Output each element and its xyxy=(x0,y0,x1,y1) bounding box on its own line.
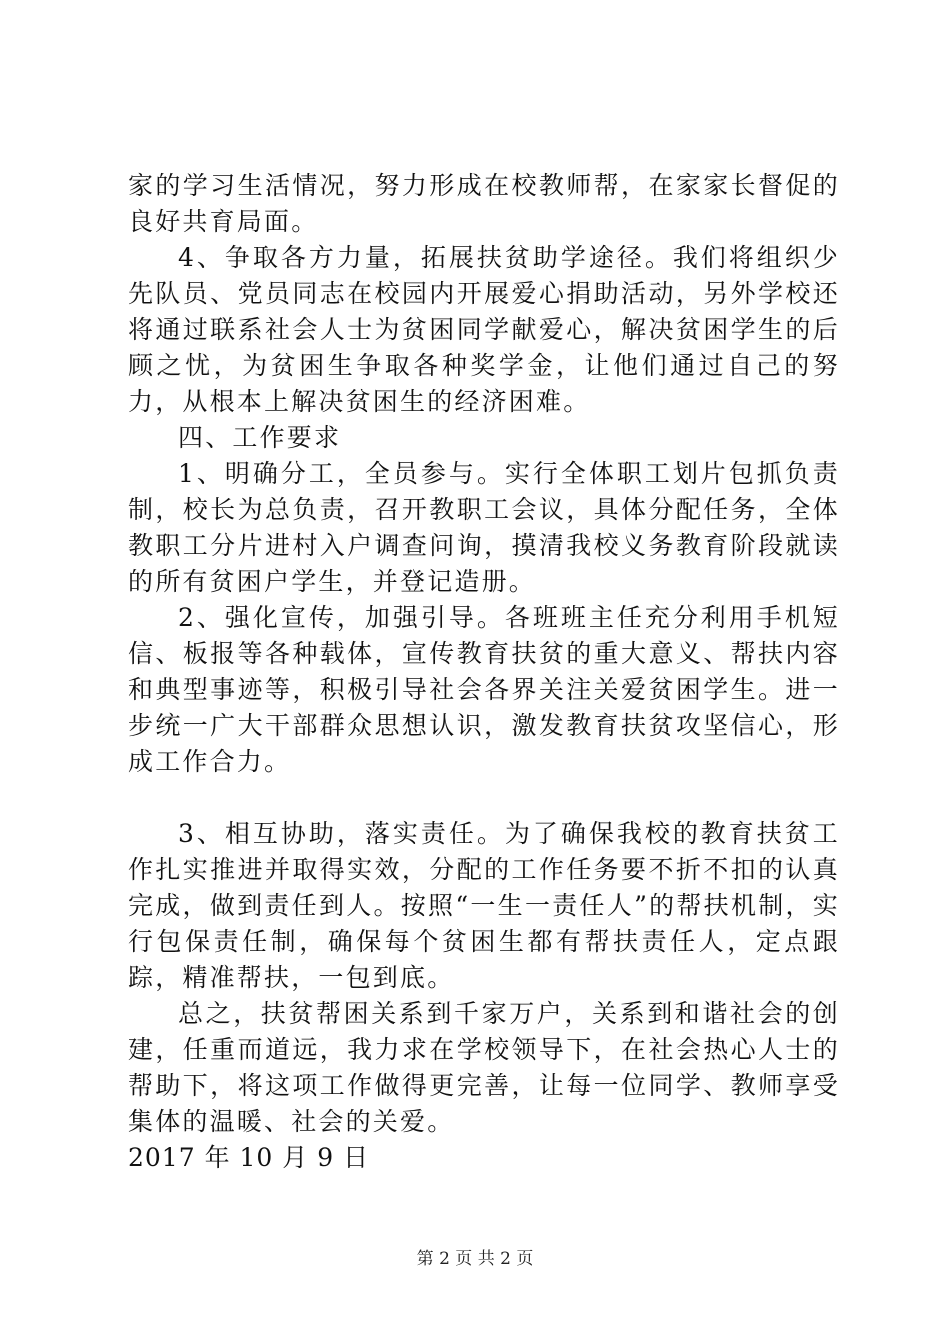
paragraph-continuation: 家的学习生活情况，努力形成在校教师帮，在家家长督促的良好共育局面。 xyxy=(128,171,840,236)
document-body xyxy=(128,168,840,1176)
document-date: 2017 年 10 月 9 日 xyxy=(128,1143,370,1172)
section-heading-work-requirements: 四、工作要求 xyxy=(178,423,342,452)
page-footer: 第 2 页 共 2 页 xyxy=(416,1249,534,1269)
paragraph-item-1: 1、明确分工，全员参与。实行全体职工划片包抓负责制，校长为总负责，召开教职工会议，具体分配任务，全体教职工分片进村入户调查问询，摸清我校义务教育阶段就读的所有贫困户学生，并登记造册。 xyxy=(128,459,840,596)
blank-line xyxy=(128,780,840,816)
paragraph-conclusion: 总之，扶贫帮困关系到千家万户，关系到和谐社会的创建，任重而道远，我力求在学校领导下，在社会热心人士的帮助下，将这项工作做得更完善，让每一位同学、教师享受集体的温暖、社会的关爱。 xyxy=(128,999,840,1136)
paragraph-item-2: 2、强化宣传，加强引导。各班班主任充分利用手机短信、板报等各种载体，宣传教育扶贫的重大意义、帮扶内容和典型事迹等，积极引导社会各界关注关爱贫困学生。进一步统一广大干部群众思想认识，激发教育扶贫攻坚信心，形成工作合力。 xyxy=(128,603,840,776)
paragraph-item-3: 3、相互协助，落实责任。为了确保我校的教育扶贫工作扎实推进并取得实效，分配的工作任务要不折不扣的认真完成，做到责任到人。按照“一生一责任人”的帮扶机制，实行包保责任制，确保每个贫困生都有帮扶责任人，定点跟踪，精准帮扶，一包到底。 xyxy=(128,819,840,992)
paragraph-item-4: 4、争取各方力量，拓展扶贫助学途径。我们将组织少先队员、党员同志在校园内开展爱心捐助活动，另外学校还将通过联系社会人士为贫困同学献爱心，解决贫困学生的后顾之忧，为贫困生争取各种奖学金，让他们通过自己的努力，从根本上解决贫困生的经济困难。 xyxy=(128,243,840,416)
